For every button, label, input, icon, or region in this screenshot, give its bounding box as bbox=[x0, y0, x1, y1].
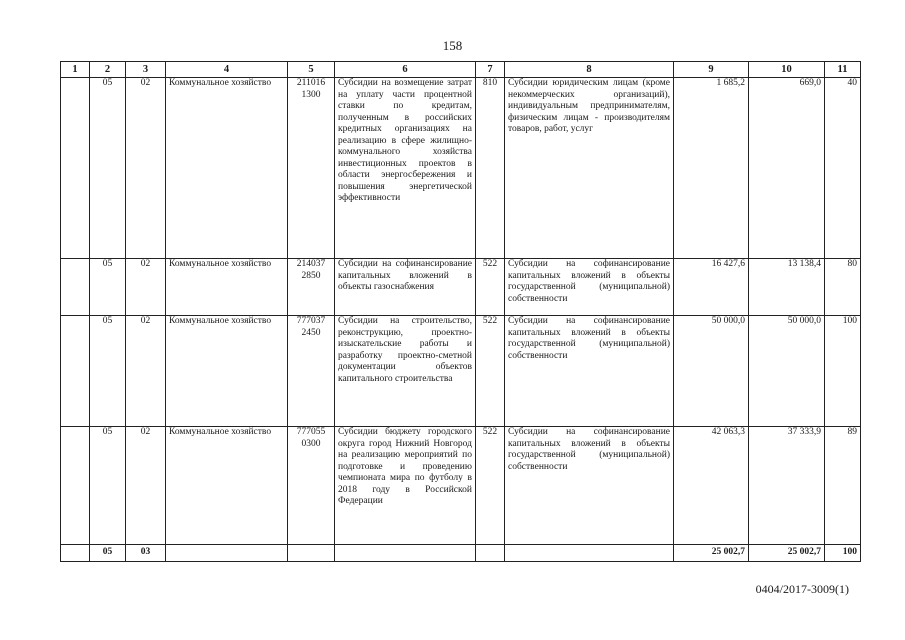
header-col-3: 3 bbox=[126, 62, 166, 78]
cell-blank bbox=[61, 259, 90, 316]
cell-expense-type-name: Субсидии на софинансирование капитальных вложений в объекты государственной (муниципальной) собственности bbox=[505, 316, 674, 427]
cell-blank bbox=[505, 545, 674, 562]
cell-expense-type-code: 522 bbox=[476, 427, 505, 545]
cell-actual-amount: 669,0 bbox=[749, 78, 825, 259]
total-row bbox=[61, 545, 861, 562]
document-code: 0404/2017-3009(1) bbox=[755, 582, 849, 596]
total-actual-amount: 25 002,7 bbox=[749, 545, 825, 562]
header-col-9: 9 bbox=[674, 62, 749, 78]
cell-percent: 40 bbox=[825, 78, 861, 259]
cell-blank bbox=[476, 545, 505, 562]
cell-section: 05 bbox=[90, 427, 126, 545]
cell-subsection: 02 bbox=[126, 427, 166, 545]
cell-subsection: 02 bbox=[126, 78, 166, 259]
cell-section-name: Коммунальное хозяйство bbox=[166, 427, 288, 545]
cell-expense-type-name: Субсидии на софинансирование капитальных вложений в объекты государственной (муниципальной) собственности bbox=[505, 427, 674, 545]
cell-expense-type-code: 522 bbox=[476, 259, 505, 316]
cell-target-name: Субсидии на возмещение затрат на уплату части процентной ставки по кредитам, полученным в российских кредитных организациях на реализацию в сфере жилищно-коммунального хозяйства инвестиционных проектов в области энергосбережения и повышения энергетической эффективности bbox=[335, 78, 476, 259]
page-number: 158 bbox=[442, 38, 463, 53]
cell-target-code: 777037 2450 bbox=[288, 316, 335, 427]
cell-target-code: 777055 0300 bbox=[288, 427, 335, 545]
cell-expense-type-name: Субсидии юридическим лицам (кроме некоммерческих организаций), индивидуальным предпринимателям, физическим лицам - производителям товаров, работ, услуг bbox=[505, 78, 674, 259]
cell-actual-amount: 50 000,0 bbox=[749, 316, 825, 427]
cell-target-name: Субсидии бюджету городского округа город Нижний Новгород на реализацию мероприятий по подготовке и проведению чемпионата мира по футболу в 2018 году в Российской Федерации bbox=[335, 427, 476, 545]
header-col-1: 1 bbox=[61, 62, 90, 78]
cell-blank bbox=[61, 427, 90, 545]
table-row bbox=[61, 78, 861, 259]
total-planned-amount: 25 002,7 bbox=[674, 545, 749, 562]
header-col-6: 6 bbox=[335, 62, 476, 78]
budget-table bbox=[60, 61, 861, 562]
cell-planned-amount: 16 427,6 bbox=[674, 259, 749, 316]
cell-actual-amount: 13 138,4 bbox=[749, 259, 825, 316]
cell-section: 05 bbox=[90, 78, 126, 259]
cell-expense-type-name: Субсидии на софинансирование капитальных вложений в объекты государственной (муниципальной) собственности bbox=[505, 259, 674, 316]
cell-blank bbox=[166, 545, 288, 562]
cell-section-name: Коммунальное хозяйство bbox=[166, 316, 288, 427]
cell-blank bbox=[61, 316, 90, 427]
table-row bbox=[61, 259, 861, 316]
cell-blank bbox=[335, 545, 476, 562]
table-row bbox=[61, 427, 861, 545]
cell-subsection: 02 bbox=[126, 316, 166, 427]
total-percent: 100 bbox=[825, 545, 861, 562]
cell-target-name: Субсидии на софинансирование капитальных вложений в объекты газоснабжения bbox=[335, 259, 476, 316]
cell-planned-amount: 50 000,0 bbox=[674, 316, 749, 427]
cell-blank bbox=[61, 545, 90, 562]
cell-target-code: 214037 2850 bbox=[288, 259, 335, 316]
cell-expense-type-code: 522 bbox=[476, 316, 505, 427]
header-row bbox=[61, 62, 861, 78]
total-subsection: 03 bbox=[126, 545, 166, 562]
cell-expense-type-code: 810 bbox=[476, 78, 505, 259]
cell-target-name: Субсидии на строительство, реконструкцию, проектно-изыскательские работы и разработку проектно-сметной документации объектов капитального строительства bbox=[335, 316, 476, 427]
cell-planned-amount: 1 685,2 bbox=[674, 78, 749, 259]
header-col-11: 11 bbox=[825, 62, 861, 78]
cell-percent: 100 bbox=[825, 316, 861, 427]
cell-section: 05 bbox=[90, 316, 126, 427]
cell-blank bbox=[288, 545, 335, 562]
header-col-4: 4 bbox=[166, 62, 288, 78]
header-col-8: 8 bbox=[505, 62, 674, 78]
cell-section-name: Коммунальное хозяйство bbox=[166, 259, 288, 316]
cell-planned-amount: 42 063,3 bbox=[674, 427, 749, 545]
header-col-2: 2 bbox=[90, 62, 126, 78]
header-col-10: 10 bbox=[749, 62, 825, 78]
cell-section-name: Коммунальное хозяйство bbox=[166, 78, 288, 259]
cell-subsection: 02 bbox=[126, 259, 166, 316]
cell-percent: 80 bbox=[825, 259, 861, 316]
header-col-7: 7 bbox=[476, 62, 505, 78]
cell-blank bbox=[61, 78, 90, 259]
table-row bbox=[61, 316, 861, 427]
cell-percent: 89 bbox=[825, 427, 861, 545]
total-section: 05 bbox=[90, 545, 126, 562]
cell-section: 05 bbox=[90, 259, 126, 316]
cell-actual-amount: 37 333,9 bbox=[749, 427, 825, 545]
header-col-5: 5 bbox=[288, 62, 335, 78]
cell-target-code: 211016 1300 bbox=[288, 78, 335, 259]
